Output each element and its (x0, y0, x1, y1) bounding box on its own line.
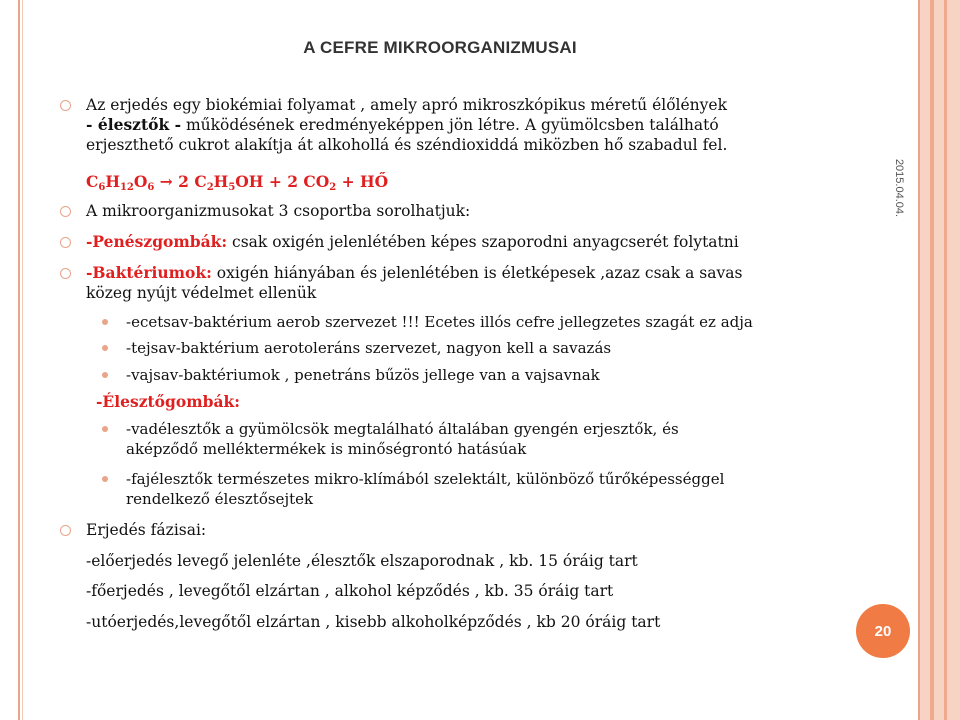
formula-h5: H (213, 172, 229, 191)
lactic-bacteria-item: -tejsav-baktérium aerotoleráns szervezet, nagyon kell a savazás (126, 339, 612, 357)
paragraph-phases: Erjedés fázisai: (86, 521, 207, 539)
bacteria-line-2: közeg nyújt védelmet ellenük (86, 284, 317, 302)
bullet-icon (60, 237, 71, 248)
formula-oh: OH + 2 CO (235, 172, 330, 191)
paragraph-groups: A mikroorganizmusokat 3 csoportba sorolhatjuk: (86, 202, 471, 220)
wild-yeast-line-2: aképződő melléktermékek is minőségrontó hatásúak (126, 440, 527, 458)
sub-bullet-icon (102, 319, 108, 325)
formula-o-sub: 6 (147, 182, 155, 193)
formula-co2-sub: 2 (329, 182, 337, 193)
butyric-bacteria-item: -vajsav-baktériumok , penetráns bűzös jellege van a vajsavnak (126, 366, 600, 384)
formula-h5-sub: 5 (228, 182, 236, 193)
intro-line-2: működésének eredményeképpen jön létre. A gyümölcsben található (181, 116, 719, 134)
phase-post-fermentation: -utóerjedés,levegőtől elzártan , kisebb alkoholképződés , kb 20 óráig tart (86, 613, 661, 631)
right-decorative-band (918, 0, 960, 720)
yeast-label: -Élesztőgombák: (96, 392, 240, 411)
formula-h: H (105, 172, 120, 191)
formula-arrow: → 2 C (154, 172, 207, 191)
wild-yeast-item (126, 419, 679, 459)
cultured-yeast-item (126, 469, 724, 509)
intro-line-1: Az erjedés egy biokémiai folyamat , amely apró mikroszkópikus méretű élőlények (86, 96, 727, 114)
phase-main-fermentation: -főerjedés , levegőtől elzártan , alkohol képződés , kb. 35 óráig tart (86, 582, 614, 600)
phase-pre-fermentation: -előerjedés levegő jelenléte ,élesztők elszaporodnak , kb. 15 óráig tart (86, 552, 638, 570)
slide-title: A CEFRE MIKROORGANIZMUSAI (303, 38, 577, 57)
molds-text: csak oxigén jelenlétében képes szaporodni anyagcserét folytatni (227, 233, 739, 251)
formula-c: C (86, 172, 99, 191)
fermentation-formula (86, 172, 388, 192)
sub-bullet-icon (102, 476, 108, 482)
page-number-badge: 20 (856, 604, 910, 658)
bacteria-label: -Baktériumok: (86, 263, 212, 282)
right-stripe-1 (930, 0, 934, 720)
formula-h-sub: 12 (119, 182, 134, 193)
slide-date-text: 2015.04.04. (893, 158, 905, 218)
paragraph-bacteria (86, 263, 742, 303)
left-frame-line-inner (22, 0, 23, 720)
bacteria-text: oxigén hiányában és jelenlétében is életképesek ,azaz csak a savas (211, 264, 743, 282)
acetic-bacteria-item: -ecetsav-baktérium aerob szervezet !!! Ecetes illós cefre jellegzetes szagát ez adja (126, 313, 753, 331)
bullet-icon (60, 525, 71, 536)
formula-o: O (133, 172, 148, 191)
sub-bullet-icon (102, 372, 108, 378)
slide-date (884, 146, 914, 236)
bullet-icon (60, 268, 71, 279)
formula-c2-sub: 2 (206, 182, 214, 193)
intro-line-3: erjeszthető cukrot alakítja át alkohollá és széndioxiddá miközben hő szabadul fel. (86, 136, 728, 154)
paragraph-molds (86, 232, 739, 252)
intro-yeast-bold: - élesztők - (86, 115, 182, 134)
right-frame-line (918, 0, 920, 720)
paragraph-intro (86, 95, 727, 155)
left-frame-line (18, 0, 20, 720)
right-stripe-2 (944, 0, 947, 720)
formula-tail: + HŐ (336, 172, 389, 191)
cultured-yeast-line-1: -fajélesztők természetes mikro-klímából szelektált, különböző tűrőképességgel (126, 470, 725, 488)
molds-label: -Penészgombák: (86, 232, 228, 251)
bullet-icon (60, 100, 71, 111)
wild-yeast-line-1: -vadélesztők a gyümölcsök megtalálható általában gyengén erjesztők, és (126, 420, 679, 438)
sub-bullet-icon (102, 345, 108, 351)
bullet-icon (60, 206, 71, 217)
cultured-yeast-line-2: rendelkező élesztősejtek (126, 490, 314, 508)
formula-c-sub: 6 (98, 182, 106, 193)
sub-bullet-icon (102, 426, 108, 432)
